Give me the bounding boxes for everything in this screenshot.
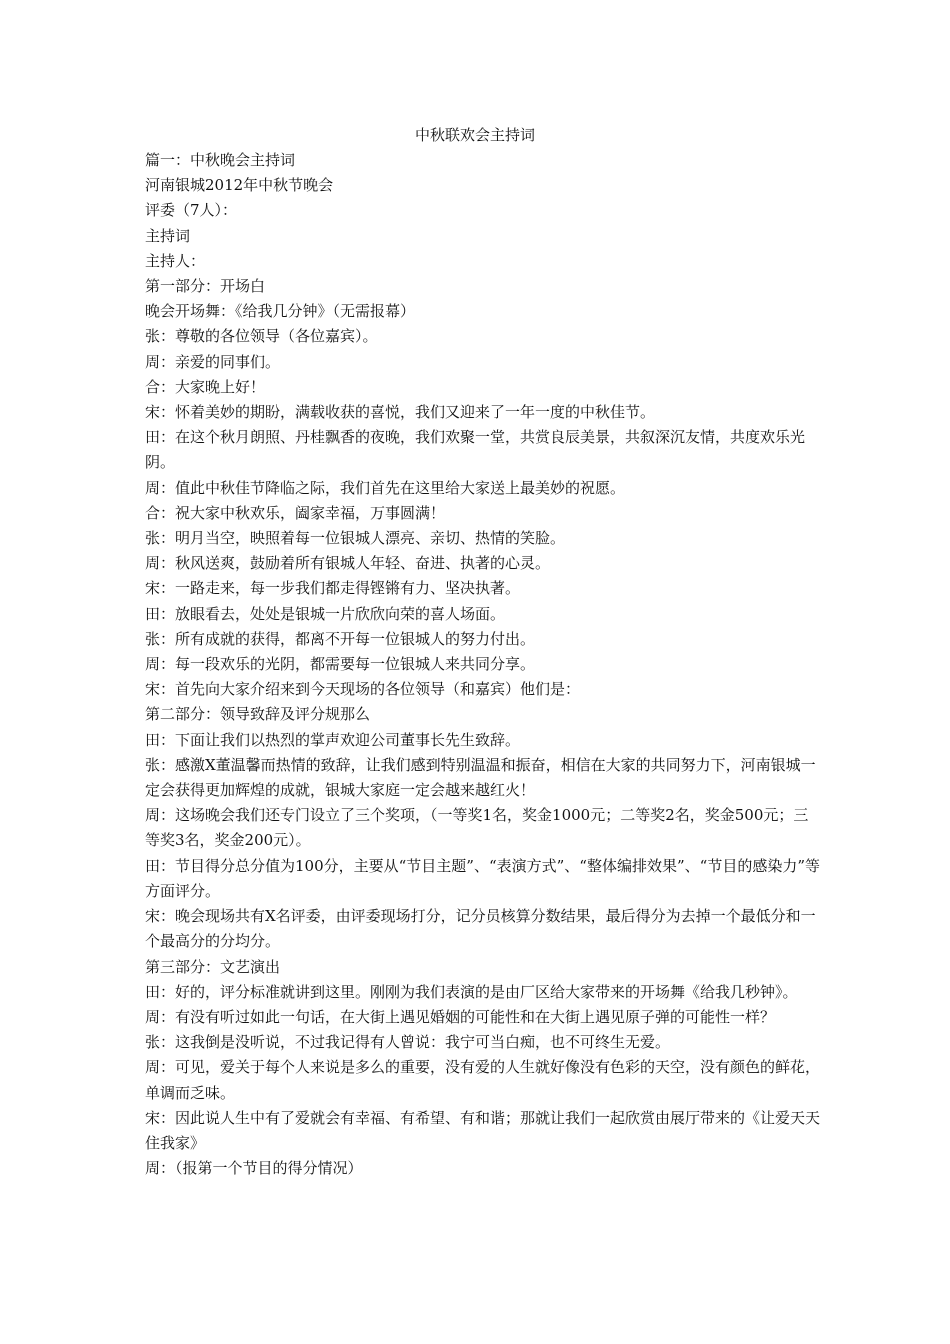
document-paragraph: 篇一：中秋晚会主持词: [145, 151, 296, 169]
document-paragraph: 田：放眼看去，处处是银城一片欣欣向荣的喜人场面。: [145, 604, 506, 623]
document-paragraph: 周：秋风送爽，鼓励着所有银城人年轻、奋进、执著的心灵。: [145, 554, 551, 573]
document-paragraph: 宋：因此说人生中有了爱就会有幸福、有希望、有和谐；那就让我们一起欣赏由展厅带来的《让爱天天住我家》: [145, 1108, 821, 1152]
document-paragraph: 周：值此中秋佳节降临之际，我们首先在这里给大家送上最美妙的祝愿。: [145, 478, 626, 497]
document-paragraph: 周：每一段欢乐的光阴，都需要每一位银城人来共同分享。: [145, 655, 536, 674]
document-paragraph: 合：大家晚上好！: [145, 377, 266, 396]
document-paragraph: 晚会开场舞：《给我几分钟》（无需报幕）: [145, 302, 416, 321]
document-paragraph: 宋：怀着美妙的期盼，满载收获的喜悦，我们又迎来了一年一度的中秋佳节。: [145, 403, 656, 422]
document-paragraph: 周：（报第一个节目的得分情况）: [145, 1159, 363, 1178]
document-paragraph: 周：这场晚会我们还专门设立了三个奖项，（一等奖1名，奖金1000元；二等奖2名，奖金500元；三等奖3名，奖金200元）。: [145, 806, 809, 850]
document-paragraph: 田：好的，评分标准就讲到这里。刚刚为我们表演的是由厂区给大家带来的开场舞《给我几秒钟》。: [145, 982, 798, 1001]
document-paragraph: 第一部分：开场白: [145, 277, 266, 296]
document-paragraph: 张：感激X董温馨而热情的致辞，让我们感到特别温温和振奋，相信在大家的共同努力下，河南银城一定会获得更加辉煌的成就，银城大家庭一定会越来越红火！: [145, 755, 816, 800]
document-paragraph: 主持词: [145, 226, 191, 245]
document-paragraph: 宋：一路走来，每一步我们都走得铿锵有力、坚决执著。: [145, 579, 521, 598]
document-paragraph: 评委（7人）：: [145, 201, 238, 220]
document-paragraph: 周：可见，爱关于每个人来说是多么的重要，没有爱的人生就好像没有色彩的天空，没有颜色的鲜花，单调而乏味。: [145, 1058, 821, 1102]
document-paragraph: 周：亲爱的同事们。: [145, 352, 281, 371]
document-body: [145, 148, 820, 1181]
document-title: 中秋联欢会主持词: [414, 126, 535, 144]
document-paragraph: 合：祝大家中秋欢乐，阖家幸福，万事圆满！: [145, 503, 446, 522]
document-paragraph: 周：有没有听过如此一句话，在大街上遇见婚姻的可能性和在大街上遇见原子弹的可能性一样？: [145, 1007, 776, 1026]
document-paragraph: 宋：首先向大家介绍来到今天现场的各位领导（和嘉宾）他们是：: [145, 680, 581, 699]
document-paragraph: 张：所有成就的获得，都离不开每一位银城人的努力付出。: [145, 629, 536, 648]
document-paragraph: 宋：晚会现场共有X名评委，由评委现场打分，记分员核算分数结果，最后得分为去掉一个最低分和一个最高分的分均分。: [145, 907, 816, 951]
document-paragraph: 第二部分：领导致辞及评分规那么: [145, 705, 371, 724]
document-paragraph: 张：尊敬的各位领导（各位嘉宾）。: [145, 327, 378, 346]
document-paragraph: 张：这我倒是没听说，不过我记得有人曾说：我宁可当白痴，也不可终生无爱。: [145, 1033, 671, 1052]
document-paragraph: 田：节目得分总分值为100分，主要从“节目主题”、“表演方式”、“整体编排效果”、“节目的感染力”等方面评分。: [145, 856, 820, 900]
document-paragraph: 主持人：: [145, 251, 206, 270]
document-paragraph: 田：在这个秋月朗照、丹桂飘香的夜晚，我们欢聚一堂，共赏良辰美景，共叙深沉友情，共度欢乐光阴。: [145, 428, 806, 472]
document-paragraph: 张：明月当空，映照着每一位银城人漂亮、亲切、热情的笑脸。: [145, 529, 566, 548]
document-paragraph: 田：下面让我们以热烈的掌声欢迎公司董事长先生致辞。: [145, 730, 521, 749]
document-paragraph: 第三部分：文艺演出: [145, 957, 281, 976]
document-paragraph: 河南银城2012年中秋节晚会: [145, 176, 334, 195]
